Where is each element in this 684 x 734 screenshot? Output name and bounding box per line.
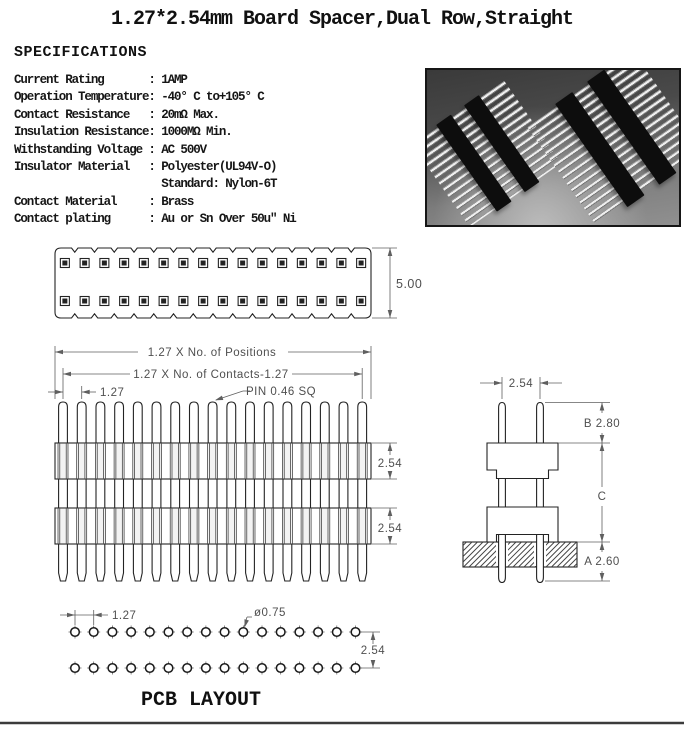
- spec-line: Withstanding Voltage : AC 500V: [14, 142, 207, 157]
- specifications-list: [14, 72, 296, 229]
- dim-a: A 2.60: [584, 556, 620, 568]
- dim-c: C: [597, 491, 607, 503]
- dim-positions: 1.27 X No. of Positions: [147, 347, 277, 359]
- dim-pcb-row: 2.54: [360, 645, 386, 657]
- spec-line: Contact Resistance : 20mΩ Max.: [14, 107, 219, 122]
- dim-front-pitch: 1.27: [100, 387, 125, 399]
- spec-line: Current Rating : 1AMP: [14, 73, 187, 87]
- dim-side-pitch: 2.54: [508, 378, 534, 390]
- dim-contacts: 1.27 X No. of Contacts-1.27: [133, 369, 289, 381]
- dim-pcb-pitch: 1.27: [112, 610, 137, 622]
- spec-line: Insulator Material : Polyester(UL94V-O): [14, 160, 277, 175]
- connector-photo-right: [527, 68, 681, 225]
- connector-photo-left: [425, 81, 562, 227]
- dim-row-upper: 2.54: [377, 458, 403, 470]
- drawing-geometry: [0, 248, 684, 723]
- dim-row-lower: 2.54: [377, 523, 403, 535]
- pin-size-callout: PIN 0.46 SQ: [246, 386, 317, 398]
- spec-line: Contact plating : Au or Sn Over 50u" Ni: [14, 212, 296, 227]
- spec-line: Standard: Nylon-6T: [14, 177, 277, 192]
- dim-b: B 2.80: [583, 418, 621, 430]
- specifications-heading: SPECIFICATIONS: [14, 44, 148, 61]
- dim-hole-diameter: ø0.75: [254, 607, 286, 619]
- spec-line: Contact Material : Brass: [14, 194, 194, 209]
- pcb-layout-label: PCB LAYOUT: [140, 689, 262, 712]
- spec-line: Operation Temperature: -40° C to+105° C: [14, 90, 264, 105]
- spec-line: Insulation Resistance: 1000MΩ Min.: [14, 125, 232, 140]
- page-title: 1.27*2.54mm Board Spacer,Dual Row,Straight: [110, 8, 574, 31]
- dim-top-height: 5.00: [396, 277, 423, 291]
- product-photo: [425, 68, 681, 227]
- technical-drawing: [0, 230, 684, 734]
